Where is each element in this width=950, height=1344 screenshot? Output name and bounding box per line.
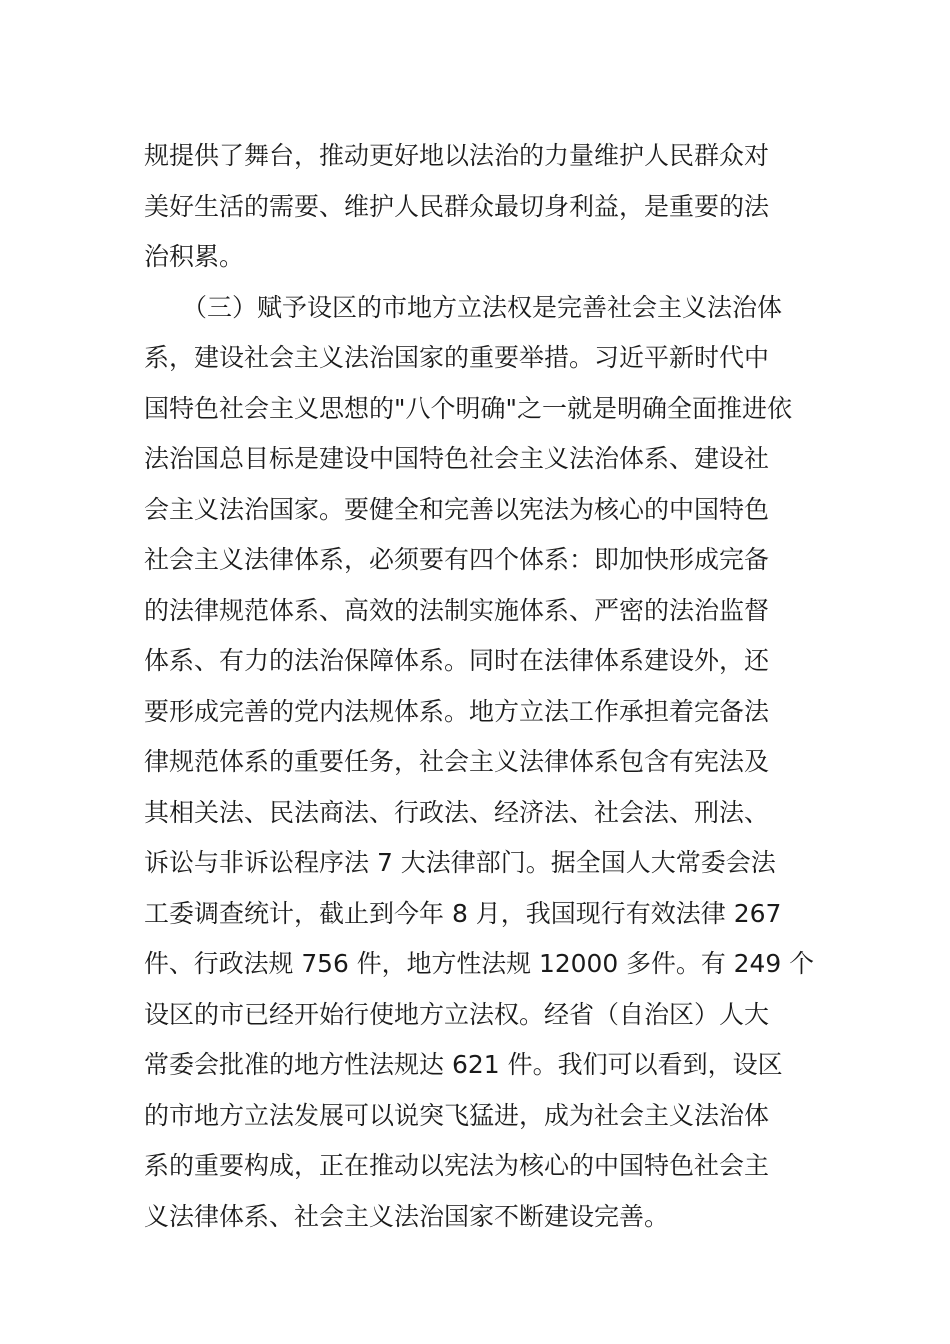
text-line: 社会主义法律体系，必须要有四个体系：即加快形成完备 bbox=[144, 545, 770, 574]
text-line: 美好生活的需要、维护人民群众最切身利益，是重要的法 bbox=[144, 191, 770, 221]
text-line: 的市地方立法发展可以说突飞猛进，成为社会主义法治体 bbox=[144, 1100, 770, 1130]
text-line: 设区的市已经开始行使地方立法权。经省（自治区）人大 bbox=[144, 999, 770, 1029]
text-line: 系的重要构成，正在推动以宪法为核心的中国特色社会主 bbox=[144, 1151, 770, 1180]
text-line: 要形成完善的党内法规体系。地方立法工作承担着完备法 bbox=[144, 696, 770, 726]
text-line: 会主义法治国家。要健全和完善以宪法为核心的中国特色 bbox=[144, 494, 770, 524]
text-line: 治积累。 bbox=[144, 242, 245, 271]
text-line: 其相关法、民法商法、行政法、经济法、社会法、刑法、 bbox=[144, 797, 770, 827]
text-line: 诉讼与非诉讼程序法 7 大法律部门。据全国人大常委会法 bbox=[144, 848, 776, 877]
body-text bbox=[144, 131, 814, 1242]
text-line: 件、行政法规 756 件，地方性法规 12000 多件。有 249 个 bbox=[144, 949, 814, 978]
text-line: 规提供了舞台，推动更好地以法治的力量维护人民群众对 bbox=[144, 141, 770, 170]
text-line: 的法律规范体系、高效的法制实施体系、严密的法治监督 bbox=[144, 595, 770, 625]
text-line: 国特色社会主义思想的"八个明确"之一就是明确全面推进依 bbox=[144, 393, 793, 423]
section-heading-line: （三）赋予设区的市地方立法权是完善社会主义法治体 bbox=[182, 292, 783, 322]
text-line: 法治国总目标是建设中国特色社会主义法治体系、建设社 bbox=[144, 444, 770, 473]
text-line: 常委会批准的地方性法规达 621 件。我们可以看到，设区 bbox=[144, 1050, 783, 1079]
text-line: 义法律体系、社会主义法治国家不断建设完善。 bbox=[144, 1201, 670, 1231]
text-line: 律规范体系的重要任务，社会主义法律体系包含有宪法及 bbox=[144, 747, 770, 776]
text-line: 工委调查统计，截止到今年 8 月，我国现行有效法律 267 bbox=[144, 898, 782, 928]
text-line: 系，建设社会主义法治国家的重要举措。习近平新时代中 bbox=[144, 343, 770, 372]
text-line: 体系、有力的法治保障体系。同时在法律体系建设外，还 bbox=[144, 646, 770, 675]
